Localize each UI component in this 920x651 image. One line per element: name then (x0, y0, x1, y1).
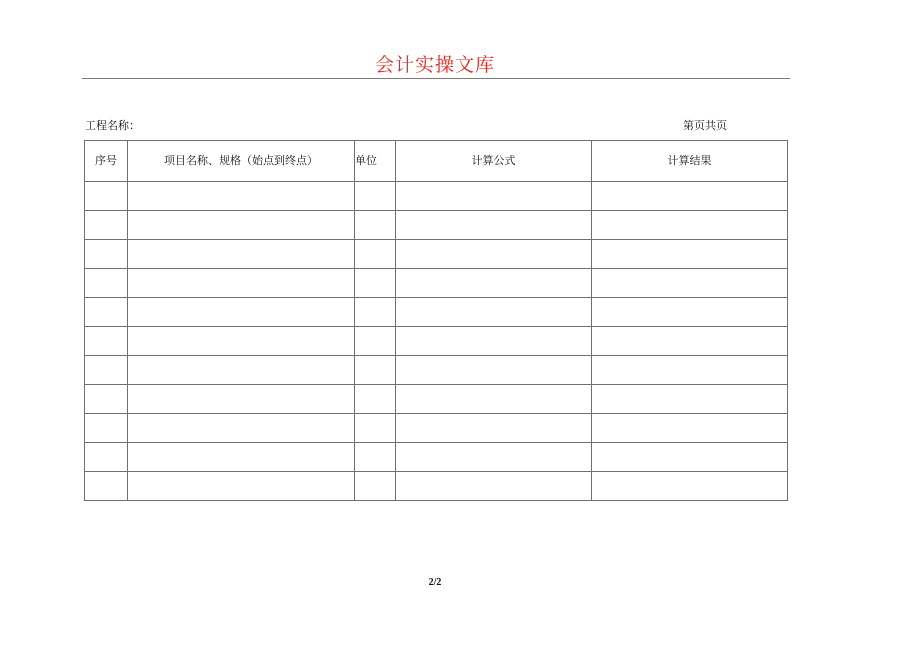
unit-cell[interactable] (355, 472, 396, 501)
result-cell[interactable] (592, 443, 788, 472)
formula-cell[interactable] (396, 385, 592, 414)
item-name-cell[interactable] (128, 211, 355, 240)
table-row (85, 298, 788, 327)
formula-cell[interactable] (396, 356, 592, 385)
page-number: 2/2 (428, 577, 442, 588)
serial-no-cell[interactable] (85, 414, 128, 443)
serial-no-cell[interactable] (85, 472, 128, 501)
column-header-formula: 计算公式 (396, 141, 592, 182)
item-name-cell[interactable] (128, 414, 355, 443)
result-cell[interactable] (592, 182, 788, 211)
unit-cell[interactable] (355, 182, 396, 211)
table-header-row (85, 141, 788, 182)
table-row (85, 472, 788, 501)
document-header-title: 会计实操文库 (374, 54, 495, 76)
item-name-cell[interactable] (128, 327, 355, 356)
result-cell[interactable] (592, 385, 788, 414)
item-name-cell[interactable] (128, 298, 355, 327)
table-row (85, 269, 788, 298)
item-name-cell[interactable] (128, 356, 355, 385)
serial-no-cell[interactable] (85, 327, 128, 356)
formula-cell[interactable] (396, 240, 592, 269)
formula-cell[interactable] (396, 269, 592, 298)
table-row (85, 414, 788, 443)
formula-cell[interactable] (396, 211, 592, 240)
quantity-calculation-table (84, 140, 788, 501)
table-row (85, 182, 788, 211)
serial-no-cell[interactable] (85, 385, 128, 414)
result-cell[interactable] (592, 414, 788, 443)
unit-cell[interactable] (355, 298, 396, 327)
item-name-cell[interactable] (128, 385, 355, 414)
table-row (85, 327, 788, 356)
formula-cell[interactable] (396, 182, 592, 211)
unit-cell[interactable] (355, 269, 396, 298)
table-row (85, 356, 788, 385)
serial-no-cell[interactable] (85, 298, 128, 327)
result-cell[interactable] (592, 298, 788, 327)
result-cell[interactable] (592, 240, 788, 269)
serial-no-cell[interactable] (85, 443, 128, 472)
item-name-cell[interactable] (128, 472, 355, 501)
table-row (85, 211, 788, 240)
item-name-cell[interactable] (128, 443, 355, 472)
column-header-result: 计算结果 (592, 141, 788, 182)
unit-cell[interactable] (355, 240, 396, 269)
unit-cell[interactable] (355, 385, 396, 414)
table-row (85, 385, 788, 414)
serial-no-cell[interactable] (85, 211, 128, 240)
column-header-unit: 单位 (355, 141, 396, 182)
result-cell[interactable] (592, 327, 788, 356)
column-header-item-name-spec: 项目名称、规格（始点到终点） (128, 141, 355, 182)
page-count-label: 第页共页 (683, 119, 727, 132)
item-name-cell[interactable] (128, 240, 355, 269)
formula-cell[interactable] (396, 298, 592, 327)
unit-cell[interactable] (355, 443, 396, 472)
project-name-label: 工程名称： (85, 119, 140, 132)
formula-cell[interactable] (396, 472, 592, 501)
result-cell[interactable] (592, 211, 788, 240)
unit-cell[interactable] (355, 211, 396, 240)
serial-no-cell[interactable] (85, 269, 128, 298)
formula-cell[interactable] (396, 414, 592, 443)
item-name-cell[interactable] (128, 269, 355, 298)
table-row (85, 240, 788, 269)
serial-no-cell[interactable] (85, 240, 128, 269)
unit-cell[interactable] (355, 356, 396, 385)
serial-no-cell[interactable] (85, 182, 128, 211)
table-row (85, 443, 788, 472)
result-cell[interactable] (592, 269, 788, 298)
item-name-cell[interactable] (128, 182, 355, 211)
header-divider (82, 78, 790, 79)
unit-cell[interactable] (355, 327, 396, 356)
unit-cell[interactable] (355, 414, 396, 443)
serial-no-cell[interactable] (85, 356, 128, 385)
result-cell[interactable] (592, 472, 788, 501)
result-cell[interactable] (592, 356, 788, 385)
formula-cell[interactable] (396, 327, 592, 356)
formula-cell[interactable] (396, 443, 592, 472)
column-header-serial-no: 序号 (85, 141, 128, 182)
